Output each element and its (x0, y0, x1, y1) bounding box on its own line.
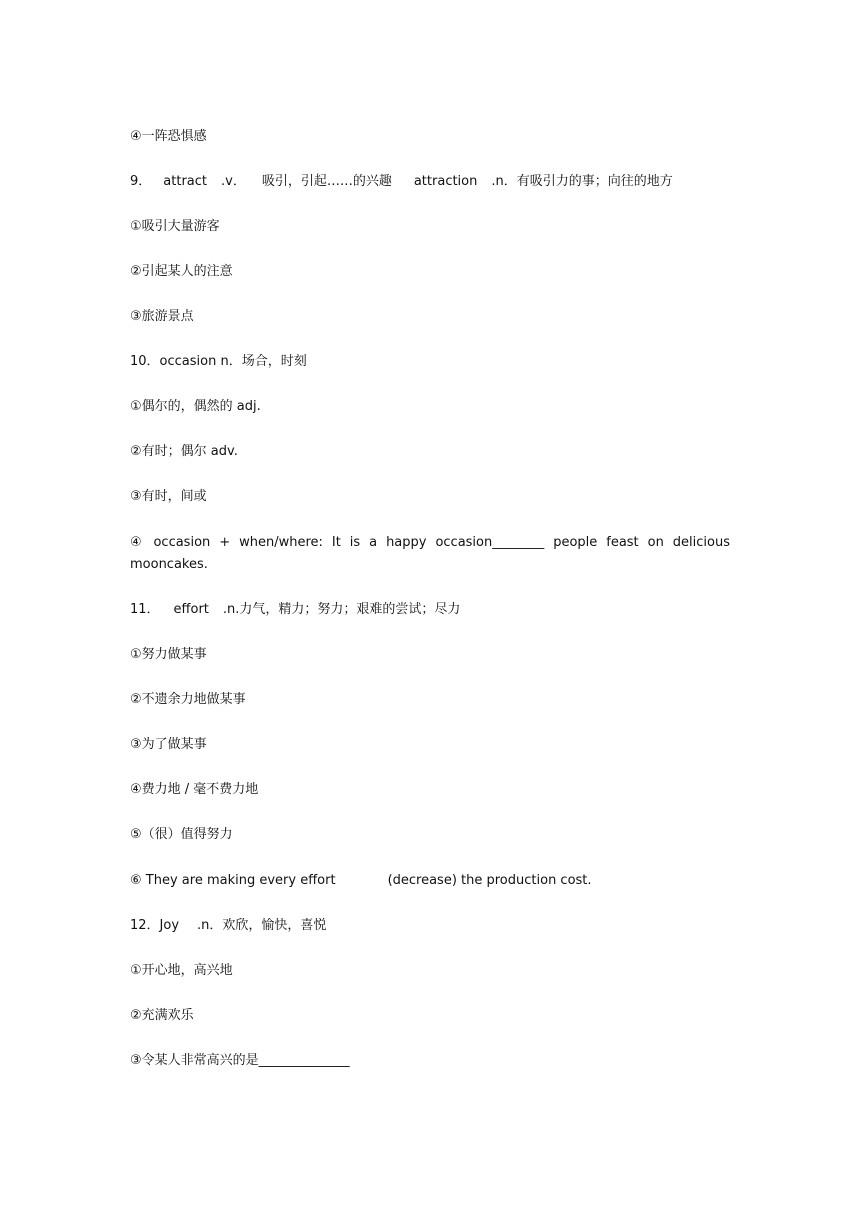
vocab-entry-occasion: 10．occasion n．场合，时刻 (130, 354, 307, 369)
text-paragraph: ④ occasion + when/where: It is a happy occasion________ people feast on delicious mooncakes. (130, 535, 730, 572)
sentence-end: (decrease) the production cost. (387, 873, 592, 888)
entry-number: 11． (130, 602, 160, 617)
entry-derived-word: attraction (413, 174, 478, 189)
entry-meaning: 吸引，引起……的兴趣 (261, 174, 392, 189)
vocab-entry-effort (130, 599, 730, 621)
text-line: ④一阵恐惧感 (130, 129, 207, 144)
entry-word: attract (163, 174, 207, 189)
entry-word: effort (173, 602, 209, 617)
entry-word: 12．Joy (130, 918, 180, 933)
text-line: ①吸引大量游客 (130, 219, 220, 234)
text-line: ②充满欢乐 (130, 1008, 194, 1023)
text-line: ①努力做某事 (130, 647, 207, 662)
entry-derived-meaning: .n．有吸引力的事；向往的地方 (491, 174, 673, 189)
text-line: ④费力地 / 毫不费力地 (130, 782, 259, 797)
entry-pos: .v． (221, 174, 246, 189)
text-line: ②有时；偶尔 adv. (130, 444, 238, 459)
text-line: ③有时，间或 (130, 489, 207, 504)
fill-in-sentence (130, 870, 730, 892)
text-line: ①偶尔的，偶然的 adj. (130, 399, 261, 414)
vocab-entry-joy (130, 915, 730, 937)
text-line: ③令某人非常高兴的是______________ (130, 1053, 350, 1068)
entry-meaning: .n.力气，精力；努力；艰难的尝试；尽力 (222, 602, 461, 617)
entry-number: 9． (130, 174, 152, 189)
text-line: ②引起某人的注意 (130, 264, 233, 279)
text-line: ①开心地，高兴地 (130, 963, 233, 978)
text-line: ③为了做某事 (130, 737, 207, 752)
text-line: ⑤（很）值得努力 (130, 827, 233, 842)
text-line: ③旅游景点 (130, 309, 194, 324)
text-line: ②不遗余力地做某事 (130, 692, 246, 707)
entry-meaning: .n．欢欣，愉快，喜悦 (197, 918, 327, 933)
vocab-entry-attract (130, 171, 730, 193)
sentence-start: ⑥ They are making every effort (130, 873, 336, 888)
